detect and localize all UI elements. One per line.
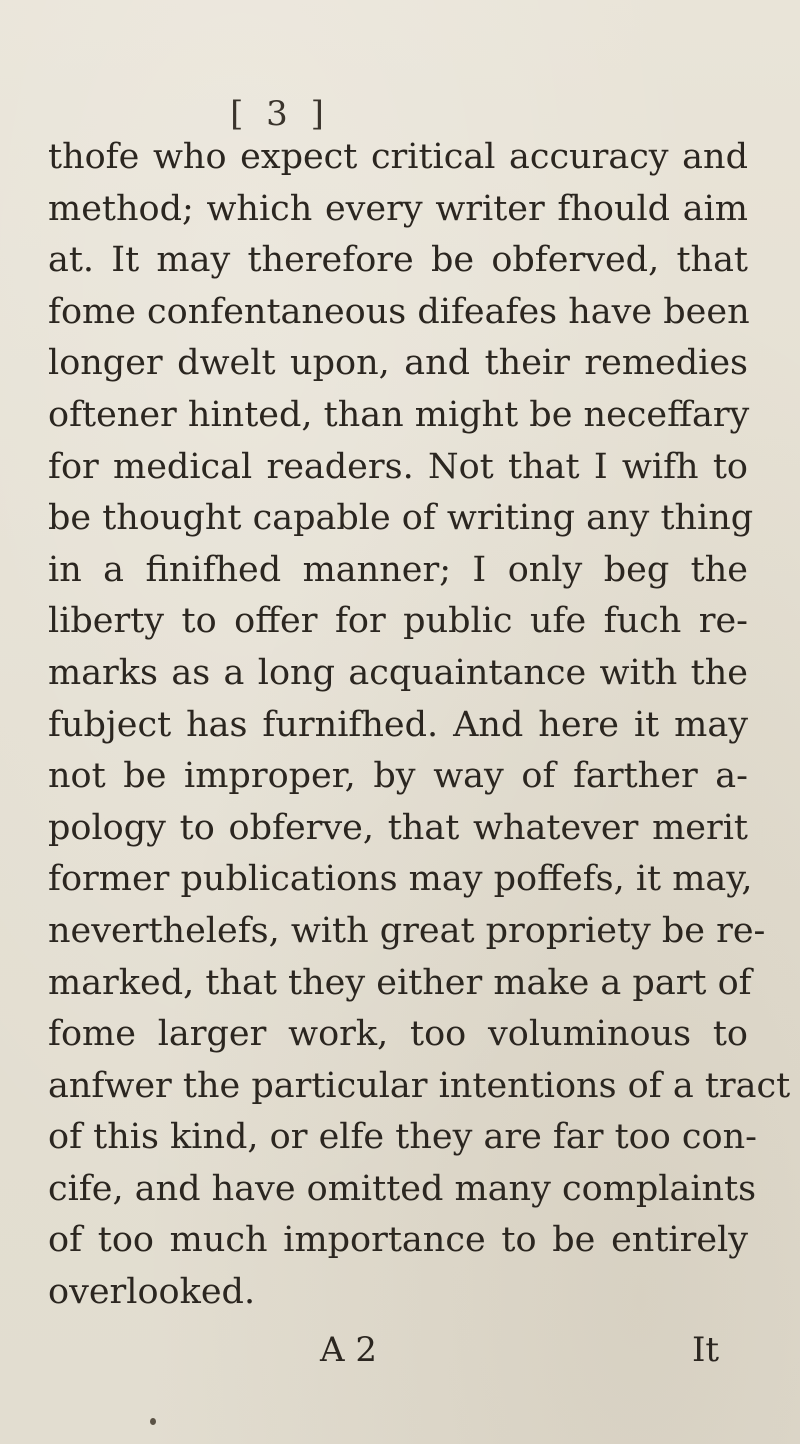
text-line: of too much importance to be entirely [48, 1220, 748, 1261]
text-line: for medical readers. Not that I wifh to [48, 446, 748, 487]
text-line: in a finifhed manner; I only beg the [48, 549, 748, 590]
text-line: neverthelefs, with great propriety be re- [48, 910, 766, 951]
text-line: anfwer the particular intentions of a tract [48, 1065, 791, 1106]
text-line: pology to obferve, that whatever merit [48, 807, 748, 848]
page-number: [ 3 ] [230, 94, 330, 134]
text-line: of this kind, or elfe they are far too con- [48, 1117, 757, 1158]
text-line: fubject has furnifhed. And here it may [48, 704, 748, 745]
ink-speck [150, 1418, 156, 1425]
text-line: oftener hinted, than might be neceffary [48, 394, 750, 435]
text-line: fome larger work, too voluminous to [48, 1014, 748, 1055]
text-line: method; which every writer fhould aim [48, 188, 748, 229]
page-footer [0, 1330, 800, 1380]
text-line: fome confentaneous difeafes have been [48, 291, 750, 332]
text-line: be thought capable of writing any thing [48, 498, 754, 539]
text-line: marked, that they either make a part of [48, 962, 752, 1003]
text-line: former publications may poffefs, it may, [48, 859, 753, 900]
text-line: longer dwelt upon, and their remedies [48, 343, 748, 384]
text-line: thofe who expect critical accuracy and [48, 137, 748, 177]
text-line: cife, and have omitted many complaints [48, 1168, 757, 1209]
text-line: at. It may therefore be obferved, that [48, 240, 748, 281]
signature-mark: A 2 [320, 1330, 377, 1370]
text-line-last: overlooked. [48, 1272, 256, 1313]
catchword: It [692, 1330, 720, 1370]
body-text [48, 132, 791, 1319]
text-line: liberty to offer for public ufe fuch re- [48, 601, 748, 642]
text-line: marks as a long acquaintance with the [48, 652, 748, 693]
text-line: not be improper, by way of farther a- [48, 756, 748, 797]
